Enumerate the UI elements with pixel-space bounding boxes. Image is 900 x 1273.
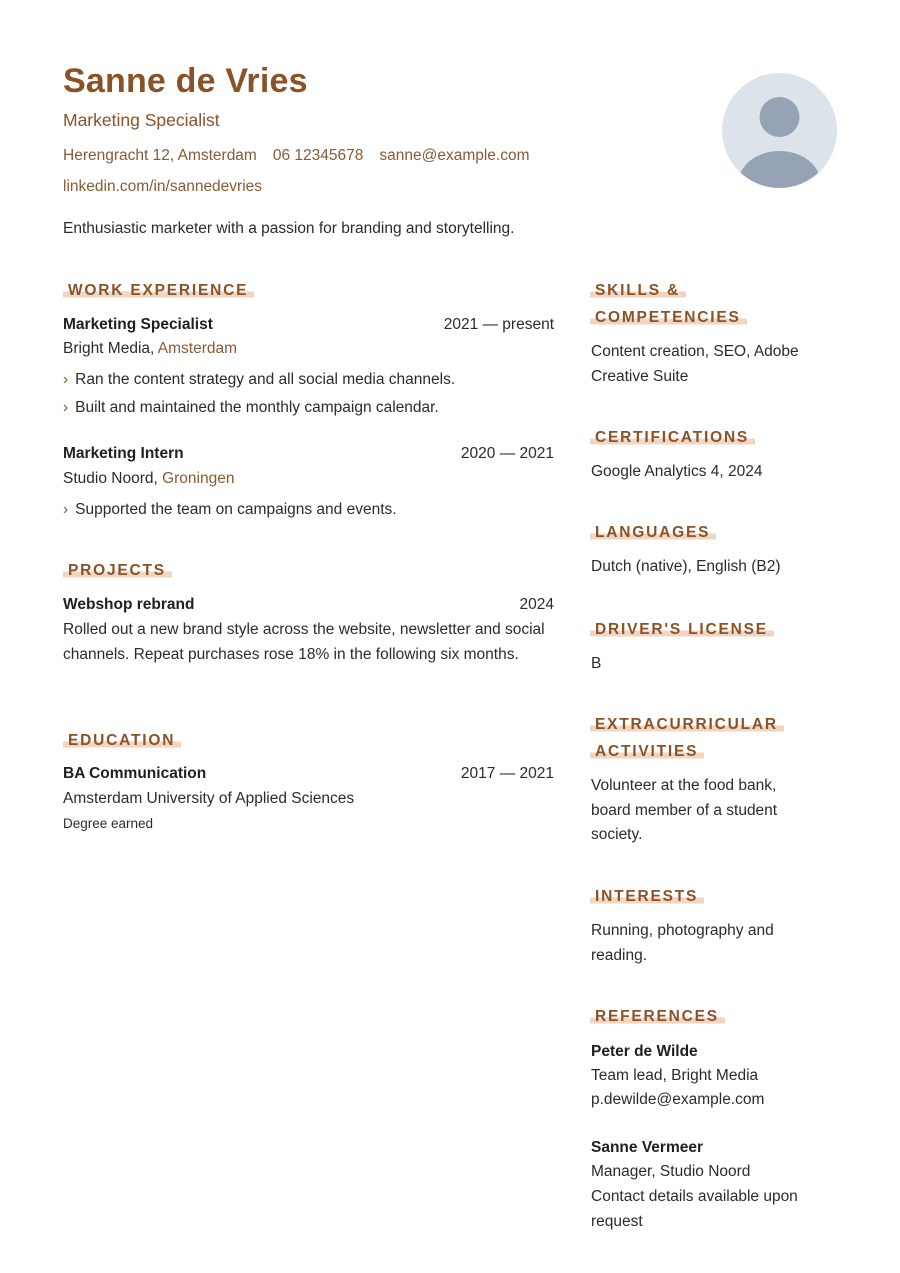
list-item: › Ran the content strategy and all social media channels. bbox=[63, 371, 456, 388]
section-title-skills: SKILLS & COMPETENCIES bbox=[590, 277, 747, 331]
section-title-projects: PROJECTS bbox=[63, 557, 172, 584]
job-city: Amsterdam bbox=[157, 340, 238, 357]
job-dates: 2021 — present bbox=[443, 316, 554, 333]
project-description: Rolled out a new brand style across the website, newsletter and social channels. Repeat purchases rose 18% in the following six months. bbox=[63, 621, 545, 663]
candidate-role: Marketing Specialist bbox=[63, 110, 220, 130]
project-year: 2024 bbox=[519, 596, 554, 613]
reference-contact: Contact details available upon request bbox=[591, 1188, 798, 1230]
project-title: Webshop rebrand bbox=[63, 596, 195, 613]
chevron-right-icon: › bbox=[63, 371, 69, 388]
section-title-education: EDUCATION bbox=[63, 727, 181, 754]
email-link[interactable]: sanne@example.com bbox=[379, 147, 530, 164]
education-dates: 2017 — 2021 bbox=[460, 765, 554, 782]
contact-line bbox=[63, 147, 546, 165]
chevron-right-icon: › bbox=[63, 501, 69, 518]
person-silhouette-icon bbox=[722, 73, 837, 188]
section-title-certifications: CERTIFICATIONS bbox=[590, 424, 755, 451]
education-note: Degree earned bbox=[63, 816, 154, 831]
extracurricular-text: Volunteer at the food bank, board member of a student society. bbox=[591, 777, 778, 843]
linkedin-link[interactable]: linkedin.com/in/sannedevries bbox=[63, 178, 263, 195]
profile-summary: Enthusiastic marketer with a passion for branding and storytelling. bbox=[63, 220, 515, 237]
address: Herengracht 12, Amsterdam bbox=[63, 147, 257, 164]
section-title-work: WORK EXPERIENCE bbox=[63, 277, 254, 304]
reference-contact[interactable]: p.dewilde@example.com bbox=[591, 1091, 765, 1108]
job-dates: 2020 — 2021 bbox=[460, 445, 554, 462]
section-title-extracurricular: EXTRACURRICULAR ACTIVITIES bbox=[590, 711, 784, 765]
reference-name: Sanne Vermeer bbox=[591, 1139, 704, 1156]
section-title-drivers-license: DRIVER'S LICENSE bbox=[590, 616, 774, 643]
list-item: › Supported the team on campaigns and events. bbox=[63, 501, 397, 518]
education-degree: BA Communication bbox=[63, 765, 207, 782]
section-title-interests: INTERESTS bbox=[590, 883, 704, 910]
job-title: Marketing Intern bbox=[63, 445, 184, 462]
list-item: › Built and maintained the monthly campaign calendar. bbox=[63, 399, 439, 416]
job-title: Marketing Specialist bbox=[63, 316, 213, 333]
job-city: Groningen bbox=[162, 470, 235, 487]
education-school: Amsterdam University of Applied Sciences bbox=[63, 790, 355, 807]
reference-role: Team lead, Bright Media bbox=[591, 1067, 759, 1084]
section-title-languages: LANGUAGES bbox=[590, 519, 716, 546]
phone: 06 12345678 bbox=[272, 147, 364, 164]
avatar bbox=[722, 73, 837, 188]
section-title-references: REFERENCES bbox=[590, 1003, 725, 1030]
interests-text: Running, photography and reading. bbox=[591, 922, 774, 964]
languages-text: Dutch (native), English (B2) bbox=[591, 558, 781, 575]
job-company: Studio Noord, Groningen bbox=[63, 470, 235, 487]
candidate-name: Sanne de Vries bbox=[63, 62, 308, 100]
certifications-text: Google Analytics 4, 2024 bbox=[591, 463, 763, 480]
drivers-license-text: B bbox=[591, 655, 602, 672]
skills-text: Content creation, SEO, Adobe Creative Suite bbox=[591, 343, 799, 385]
chevron-right-icon: › bbox=[63, 399, 69, 416]
reference-role: Manager, Studio Noord bbox=[591, 1163, 751, 1180]
job-company: Bright Media, Amsterdam bbox=[63, 340, 238, 357]
reference-name: Peter de Wilde bbox=[591, 1043, 698, 1060]
